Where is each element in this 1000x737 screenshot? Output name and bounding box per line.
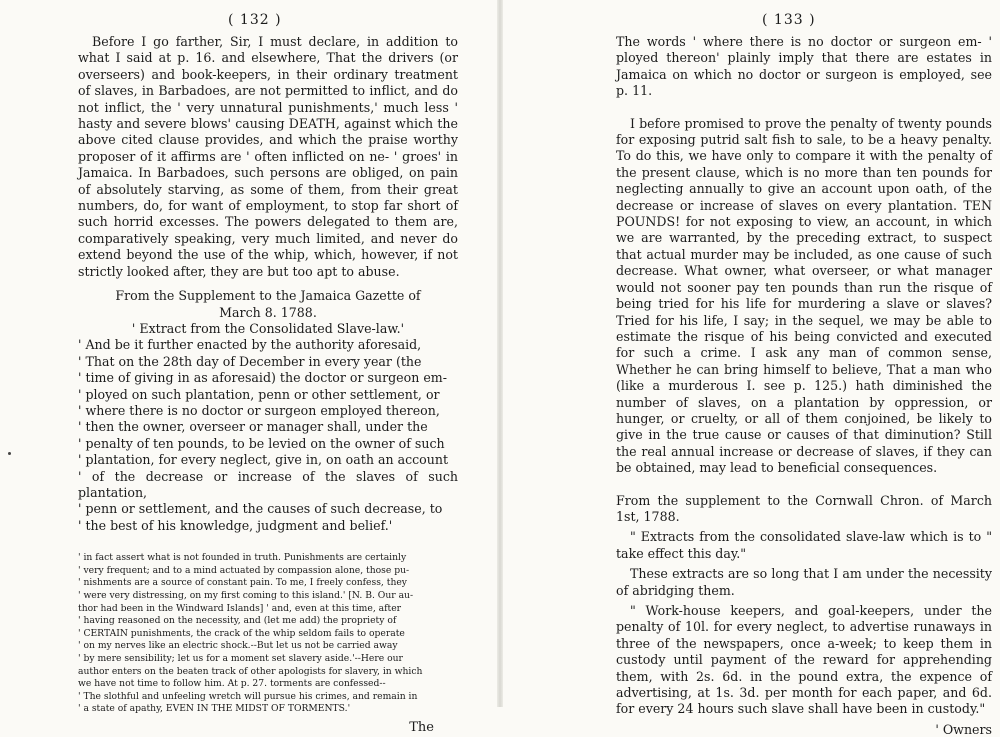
- quote-line: ' penalty of ten pounds, to be levied on the owner of such: [78, 435, 445, 451]
- right-paragraph-1: The words ' where there is no doctor or surgeon em- ' ployed thereon' plainly imply that there are estates in Jamaica on which no doctor or surgeon is employed, see p. 11.: [616, 34, 992, 99]
- right-catchword: ' Owners: [935, 721, 992, 737]
- footnote-line: ' CERTAIN punishments, the crack of the whip seldom fails to operate: [78, 627, 405, 639]
- footnote-line: ' a state of apathy, EVEN IN THE MIDST OF TORMENTS.': [78, 703, 351, 715]
- quote-line: ' then the owner, overseer or manager shall, under the: [78, 419, 428, 435]
- margin-mark: [8, 452, 11, 455]
- left-quote: [78, 337, 458, 534]
- right-paragraph-3: From the supplement to the Cornwall Chron. of March 1st, 1788.: [616, 492, 992, 524]
- left-heading-1: From the Supplement to the Jamaica Gazette of: [115, 288, 421, 304]
- footnote-line: ' having reasoned on the necessity, and (let me add) the propriety of: [78, 615, 397, 627]
- footnote-line: ' nishments are a source of constant pain. To me, I freely confess, they: [78, 577, 407, 589]
- footnote-line: author enters on the beaten track of other apologists for slavery, in which: [78, 665, 423, 677]
- page-number-left: ( 132 ): [228, 12, 282, 28]
- footnote-line: ' The slothful and unfeeling wretch will pursue his crimes, and remain in: [78, 690, 418, 702]
- quote-line: ' And be it further enacted by the authority aforesaid,: [78, 337, 422, 353]
- footnote-line: ' by mere sensibility; let us for a moment set slavery aside.'--Here our: [78, 652, 403, 664]
- footnote-line: we have not time to follow him. At p. 27. torments are confessed--: [78, 678, 386, 690]
- right-paragraph-4: " Extracts from the consolidated slave-law which is to " take effect this day.": [616, 529, 992, 561]
- footnote-line: ' in fact assert what is not founded in truth. Punishments are certainly: [78, 552, 407, 564]
- left-footnote: [78, 552, 458, 716]
- right-page: [500, 0, 1000, 737]
- left-heading-3: ' Extract from the Consolidated Slave-law.': [131, 320, 405, 336]
- footnote-line: thor had been in the Windward Islands] ' and, even at this time, after: [78, 602, 402, 614]
- quote-line: ' That on the 28th day of December in every year (the: [78, 353, 422, 369]
- spacer: [616, 104, 992, 116]
- left-heading-2: March 8. 1788.: [219, 304, 317, 320]
- right-paragraph-2: I before promised to prove the penalty of twenty pounds for exposing putrid salt fish to sale, to be a heavy penalty. To do this, we have only to compare it with the penalty of the present clause, which is no more than ten pounds for neglecting annually to give an account upon oath, of the decrease or increase of slaves on every plantation. TEN POUNDS! for not exposing to view, an account, in which we are warranted, by the preceding extract, to suspect that actual murder may be included, as one cause of such decrease. What owner, what overseer, or what manager would not sooner pay ten pounds than run the risque of being tried for his life for murdering a slave or slaves? Tried for his life, I say; in the sequel, we may be able to estimate the risque of his being convicted and executed for such a crime. I ask any man of common sense, Whether he can bring himself to believe, That a man who (like a murderous I. see p. 125.) hath diminished the number of slaves, on a plantation by oppression, or hunger, or cruelty, or all of them conjoined, be likely to give in the true cause or causes of that diminution? Still the real annual increase or decrease of slaves, if they can be obtained, may lead to beneficial consequences.: [616, 115, 992, 476]
- left-paragraph-1: Before I go farther, Sir, I must declare, in addition to what I said at p. 16. and elsewhere, That the drivers (or overseers) and book-keepers, in their ordinary treatment of slaves, in Barbadoes, are not permitted to inflict, and do not inflict, the ' very unnatural punishments,' much less ' hasty and severe blows' causing DEATH, against which the above cited clause provides, and which the praise worthy proposer of it affirms are ' often inflicted on ne- ' groes' in Jamaica. In Barbadoes, such persons are obliged, on pain of absolutely starving, as some of them, from their great numbers, do, for want of employment, to stop far short of such horrid excesses. The powers delegated to them are, comparatively speaking, very much limited, and never do extend beyond the use of the whip, which, however, if not strictly looked after, they are but too apt to abuse.: [78, 34, 458, 279]
- quote-line: ' of the decrease or increase of the slaves of such plantation,: [78, 468, 458, 500]
- left-page: [0, 0, 500, 735]
- right-paragraph-6: " Work-house keepers, and goal-keepers, under the penalty of 10l. for every neglect, to advertise runaways in three of the newspapers, once a-week; to keep them in custody until payment of the reward for apprehending them, with 2s. 6d. in the pound extra, the expence of advertising, at 1s. 3d. per month for each paper, and 6d. for every 24 hours such slave shall have been in custody.": [616, 603, 992, 717]
- quote-line: ' penn or settlement, and the causes of such decrease, to: [78, 501, 443, 517]
- quote-line: ' the best of his knowledge, judgment and belief.': [78, 517, 393, 533]
- page-number-right: ( 133 ): [762, 12, 816, 28]
- footnote-line: ' very frequent; and to a mind actuated by compassion alone, those pu-: [78, 564, 410, 576]
- quote-line: ' ployed on such plantation, penn or other settlement, or: [78, 386, 440, 402]
- quote-line: ' where there is no doctor or surgeon employed thereon,: [78, 402, 440, 418]
- right-paragraph-5: These extracts are so long that I am under the necessity of abridging them.: [616, 566, 992, 598]
- left-catchword: The: [409, 719, 434, 735]
- spacer: [616, 481, 992, 493]
- footnote-line: ' on my nerves like an electric shock.--But let us not be carried away: [78, 640, 398, 652]
- footnote-line: ' were very distressing, on my first coming to this island.' [N. B. Our au-: [78, 589, 414, 601]
- quote-line: ' plantation, for every neglect, give in, on oath an account: [78, 452, 449, 468]
- quote-line: ' time of giving in as aforesaid) the doctor or surgeon em-: [78, 370, 447, 386]
